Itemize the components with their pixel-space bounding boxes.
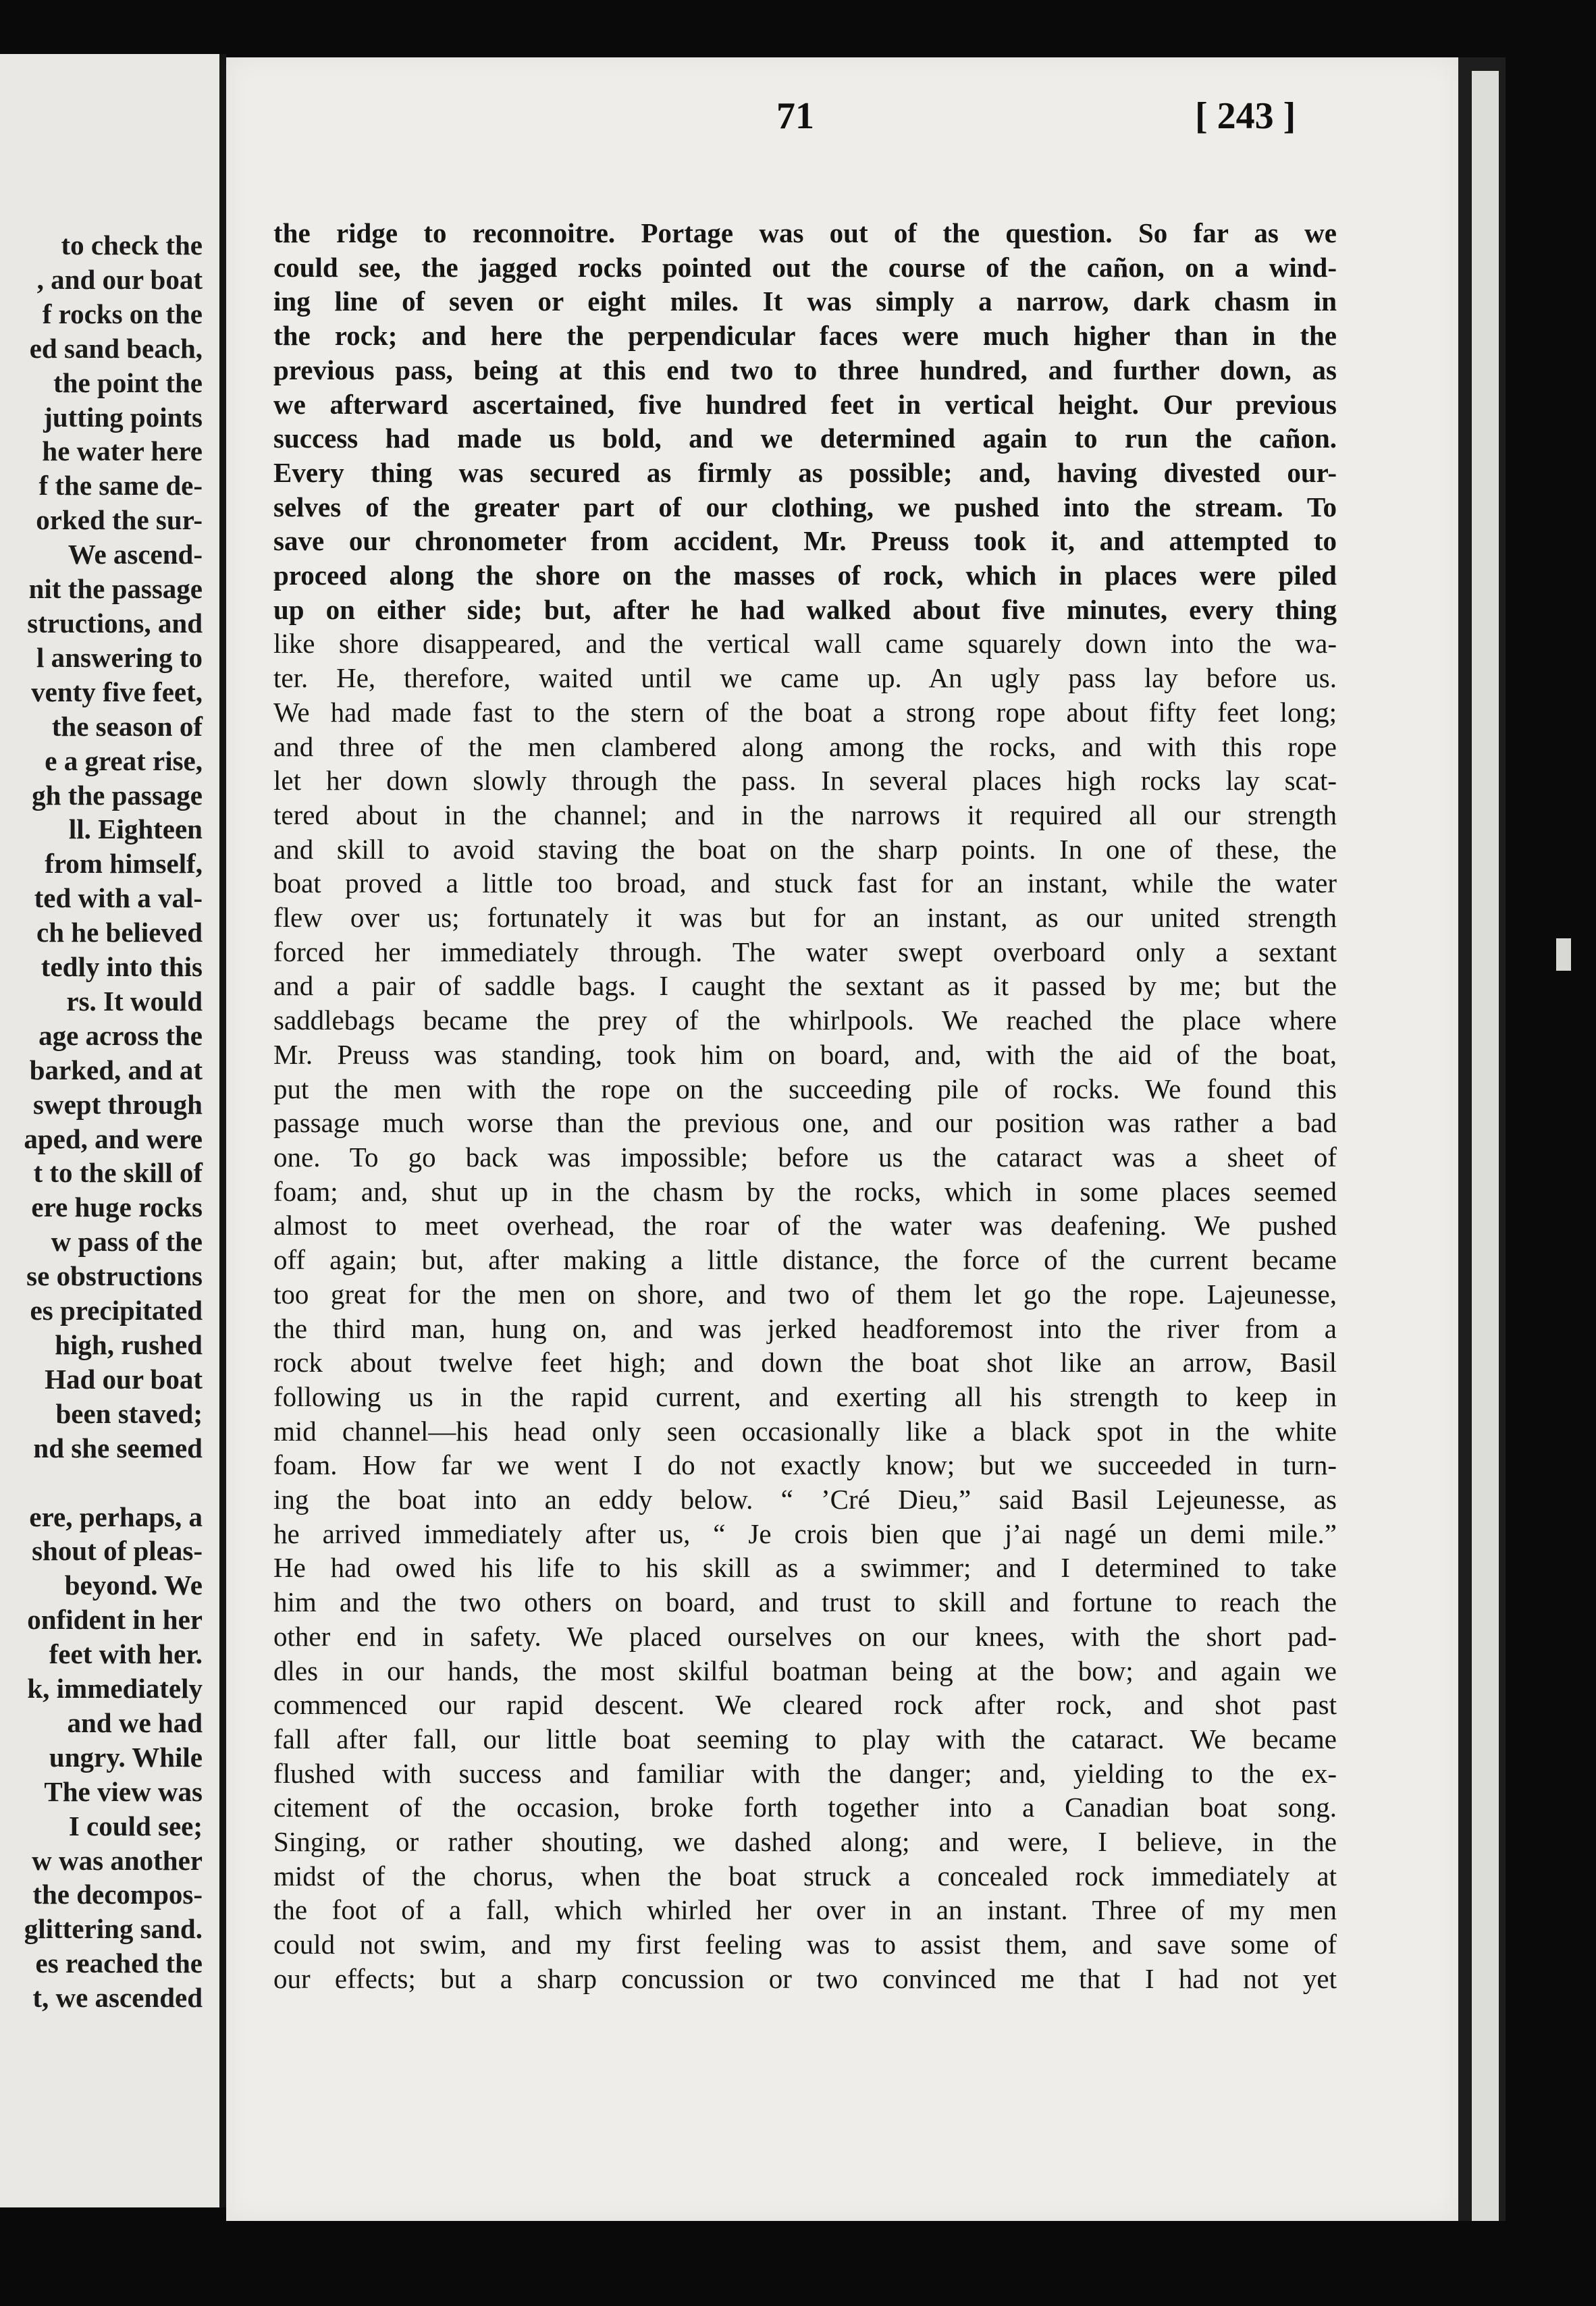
left-page-line: ungry. While [49,1741,203,1773]
left-page-line: es precipitated [30,1295,203,1326]
left-page-line: the season of [51,710,203,742]
text-line: could see, the jagged rocks pointed out the course of the cañon, on a wind- [273,251,1337,283]
left-page-line: venty five feet, [31,676,203,707]
left-page-line: The view was [44,1775,203,1807]
left-page-line: Had our boat [45,1363,203,1395]
left-page-text [0,228,203,2015]
text-line: midst of the chorus, when the boat struck a concealed rock immediately at [273,1860,1337,1892]
book-gutter [219,54,226,2207]
left-page-line: nit the passage [28,573,203,605]
text-line: rock about twelve feet high; and down the boat shot like an arrow, Basil [273,1347,1337,1378]
left-page-line: tedly into this [41,951,203,983]
left-page-line: he water here [42,435,203,467]
text-line: we afterward ascertained, five hundred feet in vertical height. Our previous [273,388,1337,420]
text-line: off again; but, after making a little distance, the force of the current became [273,1244,1337,1276]
left-page-line: onfident in her [27,1604,203,1636]
text-line: previous pass, being at this end two to three hundred, and further down, as [273,354,1337,385]
left-page-line: orked the sur- [36,504,203,536]
text-line: our effects; but a sharp concussion or two convinced me that I had not yet [273,1962,1337,1994]
text-line: ing line of seven or eight miles. It was simply a narrow, dark chasm in [273,286,1337,317]
text-line: save our chronometer from accident, Mr. Preuss took it, and attempted to [273,525,1337,557]
text-line: flushed with success and familiar with the danger; and, yielding to the ex- [273,1757,1337,1789]
text-line: We had made fast to the stern of the boat a strong rope about fifty feet long; [273,696,1337,728]
text-line: up on either side; but, after he had walked about five minutes, every thing [273,593,1337,625]
text-line: could not swim, and my first feeling was to assist them, and save some of [273,1929,1337,1960]
text-line: tered about in the channel; and in the narrows it required all our strength [273,799,1337,830]
left-page-line: gh the passage [32,779,203,811]
left-page-line: w pass of the [51,1226,203,1258]
left-page-line [0,1466,203,1500]
text-line: other end in safety. We placed ourselves on our knees, with the short pad- [273,1620,1337,1652]
left-page-line: high, rushed [55,1329,203,1360]
left-page-line: jutting points [43,401,203,433]
text-line: too great for the men on shore, and two of them let go the rope. Lajeunesse, [273,1278,1337,1310]
left-page-line: feet with her. [49,1638,203,1670]
left-page-line: w was another [32,1844,203,1876]
left-page-line: been staved; [55,1397,203,1429]
left-page-line: glittering sand. [24,1913,203,1945]
text-line: the foot of a fall, which whirled her over in an instant. Three of my men [273,1894,1337,1926]
text-line: Singing, or rather shouting, we dashed along; and were, I believe, in the [273,1826,1337,1858]
text-line: proceed along the shore on the masses of rock, which in places were piled [273,560,1337,591]
text-line: success had made us bold, and we determined again to run the cañon. [273,423,1337,454]
left-page-line: f the same de- [38,470,203,502]
left-page-line: t to the skill of [33,1157,203,1189]
left-facing-page [0,54,219,2207]
left-page-line: beyond. We [64,1570,203,1601]
text-line: and three of the men clambered along among the rocks, and with this rope [273,730,1337,762]
left-page-line: ere, perhaps, a [29,1501,203,1532]
text-line: put the men with the rope on the succeeding pile of rocks. We found this [273,1073,1337,1104]
text-line: following us in the rapid current, and exerting all his strength to keep in [273,1380,1337,1412]
left-page-line: ch he believed [36,917,203,948]
text-line: like shore disappeared, and the vertical wall came squarely down into the wa- [273,628,1337,660]
text-line: fall after fall, our little boat seeming to play with the cataract. We became [273,1723,1337,1754]
left-page-line: , and our boat [36,263,203,295]
text-line: Mr. Preuss was standing, took him on board, and, with the aid of the boat, [273,1038,1337,1070]
text-line: boat proved a little too broad, and stuck fast for an instant, while the water [273,867,1337,899]
text-line: commenced our rapid descent. We cleared rock after rock, and shot past [273,1689,1337,1721]
left-page-line: se obstructions [26,1260,203,1292]
text-line: one. To go back was impossible; before us the cataract was a sheet of [273,1141,1337,1173]
left-page-line: ll. Eighteen [68,813,203,845]
left-page-line: l answering to [36,641,203,673]
text-line: Every thing was secured as firmly as possible; and, having divested our- [273,456,1337,488]
page-header [0,95,1596,155]
left-page-line: from himself, [45,848,203,880]
left-page-line: the decompos- [32,1879,203,1910]
left-page-line: ere huge rocks [31,1191,203,1223]
left-page-line: shout of pleas- [32,1535,203,1567]
page-edge-strip [1472,71,1499,2221]
left-page-line: rs. It would [66,985,203,1017]
text-line: the ridge to reconnoitre. Portage was out of the question. So far as we [273,217,1337,248]
text-line: flew over us; fortunately it was but for an instant, as our united strength [273,902,1337,934]
left-page-line: f rocks on the [42,298,203,329]
text-line: mid channel—his head only seen occasionally like a black spot in the white [273,1415,1337,1447]
left-page-line: to check the [61,230,203,261]
left-page-line: and we had [67,1707,203,1738]
text-line: dles in our hands, the most skilful boatman being at the bow; and again we [273,1655,1337,1686]
text-line: he arrived immediately after us, “ Je crois bien que j’ai nagé un demi mile.” [273,1518,1337,1549]
left-page-line: ed sand beach, [29,332,203,364]
left-page-line: k, immediately [27,1673,203,1705]
text-line: ter. He, therefore, waited until we came up. An ugly pass lay before us. [273,662,1337,694]
text-line: citement of the occasion, broke forth together into a Canadian boat song. [273,1792,1337,1823]
text-line: almost to meet overhead, the roar of the water was deafening. We pushed [273,1210,1337,1241]
left-page-line: e a great rise, [45,745,203,776]
text-line: him and the two others on board, and trust to skill and fortune to reach the [273,1586,1337,1618]
left-page-line: swept through [33,1088,203,1120]
text-line: let her down slowly through the pass. In several places high rocks lay scat- [273,765,1337,797]
left-page-line: structions, and [27,607,203,639]
text-line: He had owed his life to his skill as a swimmer; and I determined to take [273,1552,1337,1584]
text-line: and a pair of saddle bags. I caught the sextant as it passed by me; but the [273,970,1337,1002]
page-body-text [273,216,1337,1996]
text-line: selves of the greater part of our clothing, we pushed into the stream. To [273,491,1337,522]
left-page-line: age across the [38,1019,203,1051]
text-line: the third man, hung on, and was jerked headforemost into the river from a [273,1312,1337,1344]
paper-tab [1556,938,1571,971]
page-number: 71 [776,95,814,137]
text-line: passage much worse than the previous one, and our position was rather a bad [273,1107,1337,1139]
text-line: foam. How far we went I do not exactly know; but we succeeded in turn- [273,1449,1337,1481]
text-line: foam; and, shut up in the chasm by the rocks, which in some places seemed [273,1175,1337,1207]
left-page-line: ted with a val- [34,882,203,914]
text-line: the rock; and here the perpendicular faces were much higher than in the [273,320,1337,352]
left-page-line: aped, and were [24,1123,203,1154]
left-page-line: the point the [53,367,203,398]
text-line: ing the boat into an eddy below. “ ’Cré Dieu,” said Basil Lejeunesse, as [273,1484,1337,1516]
text-line: forced her immediately through. The water swept overboard only a sextant [273,936,1337,967]
text-line: and skill to avoid staving the boat on the sharp points. In one of these, the [273,833,1337,865]
left-page-line: t, we ascended [32,1982,203,2014]
left-page-line: nd she seemed [33,1432,203,1464]
text-line: saddlebags became the prey of the whirlpools. We reached the place where [273,1004,1337,1036]
left-page-line: es reached the [35,1948,203,1979]
signature-number: [ 243 ] [1195,95,1296,137]
left-page-line: I could see; [68,1810,203,1842]
left-page-line: barked, and at [29,1054,203,1085]
left-page-line: We ascend- [68,539,203,570]
